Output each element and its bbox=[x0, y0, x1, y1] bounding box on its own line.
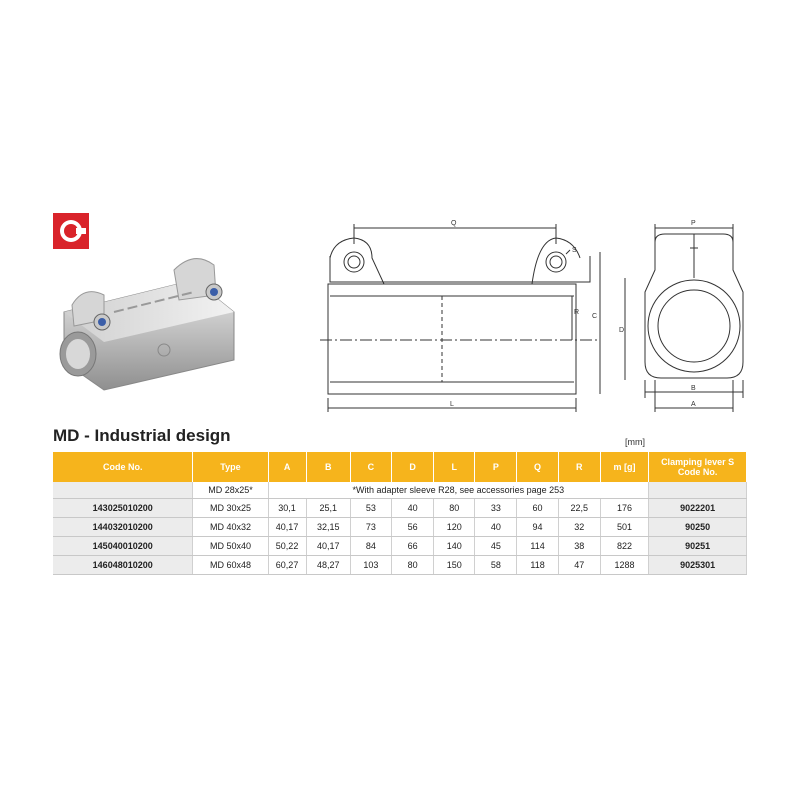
cell-l: 140 bbox=[434, 537, 475, 556]
cell-q: 114 bbox=[517, 537, 558, 556]
note-lever-cell bbox=[649, 482, 747, 499]
cell-d: 40 bbox=[391, 499, 433, 518]
cell-l: 80 bbox=[434, 499, 475, 518]
dim-b-label: B bbox=[691, 385, 696, 392]
cell-l: 150 bbox=[434, 556, 475, 575]
cell-type: MD 60x48 bbox=[193, 556, 268, 575]
header-c: C bbox=[350, 452, 391, 482]
header-r: R bbox=[558, 452, 600, 482]
cell-code: 146048010200 bbox=[53, 556, 193, 575]
cell-q: 60 bbox=[517, 499, 558, 518]
table-note-row bbox=[53, 482, 747, 499]
dim-q-label: Q bbox=[451, 220, 457, 227]
section-title: MD - Industrial design bbox=[53, 426, 231, 445]
cell-code: 145040010200 bbox=[53, 537, 193, 556]
header-code-no: Code No. bbox=[53, 452, 193, 482]
cell-q: 118 bbox=[517, 556, 558, 575]
header-d: D bbox=[391, 452, 433, 482]
spec-table bbox=[53, 452, 747, 575]
header-clamping-lever bbox=[649, 452, 747, 482]
cell-type: MD 40x32 bbox=[193, 518, 268, 537]
cell-p: 40 bbox=[475, 518, 517, 537]
cell-c: 73 bbox=[350, 518, 391, 537]
cell-a: 40,17 bbox=[268, 518, 306, 537]
end-view-drawing bbox=[615, 212, 765, 424]
cell-r: 32 bbox=[558, 518, 600, 537]
product-photo bbox=[44, 250, 242, 398]
dim-a-label: A bbox=[691, 401, 696, 408]
cell-a: 30,1 bbox=[268, 499, 306, 518]
header-mass: m [g] bbox=[600, 452, 648, 482]
header-lever-line2: Code No. bbox=[677, 467, 718, 477]
cell-code: 144032010200 bbox=[53, 518, 193, 537]
dim-r-label: R bbox=[574, 309, 580, 316]
side-view-drawing bbox=[310, 212, 610, 424]
cell-mass: 822 bbox=[600, 537, 648, 556]
cell-r: 38 bbox=[558, 537, 600, 556]
cell-c: 84 bbox=[350, 537, 391, 556]
cell-p: 58 bbox=[475, 556, 517, 575]
table-row bbox=[53, 518, 747, 537]
cell-d: 56 bbox=[391, 518, 433, 537]
cell-mass: 1288 bbox=[600, 556, 648, 575]
dim-p-label: P bbox=[691, 220, 696, 227]
header-lever-line1: Clamping lever S bbox=[661, 457, 735, 467]
cell-b: 32,15 bbox=[306, 518, 350, 537]
cell-type: MD 30x25 bbox=[193, 499, 268, 518]
cell-lever: 90251 bbox=[649, 537, 747, 556]
cell-p: 33 bbox=[475, 499, 517, 518]
cell-a: 60,27 bbox=[268, 556, 306, 575]
cell-q: 94 bbox=[517, 518, 558, 537]
cell-b: 48,27 bbox=[306, 556, 350, 575]
cell-lever: 90250 bbox=[649, 518, 747, 537]
cell-c: 103 bbox=[350, 556, 391, 575]
table-row bbox=[53, 499, 747, 518]
table-row bbox=[53, 556, 747, 575]
note-code-cell bbox=[53, 482, 193, 499]
cell-r: 47 bbox=[558, 556, 600, 575]
cell-b: 25,1 bbox=[306, 499, 350, 518]
note-type-cell: MD 28x25* bbox=[193, 482, 268, 499]
header-p: P bbox=[475, 452, 517, 482]
cell-type: MD 50x40 bbox=[193, 537, 268, 556]
cell-lever: 9025301 bbox=[649, 556, 747, 575]
unit-label: [mm] bbox=[625, 437, 645, 447]
cell-c: 53 bbox=[350, 499, 391, 518]
header-a: A bbox=[268, 452, 306, 482]
cell-p: 45 bbox=[475, 537, 517, 556]
cell-a: 50,22 bbox=[268, 537, 306, 556]
header-type: Type bbox=[193, 452, 268, 482]
cell-mass: 176 bbox=[600, 499, 648, 518]
cell-d: 66 bbox=[391, 537, 433, 556]
header-q: Q bbox=[517, 452, 558, 482]
note-text-cell: *With adapter sleeve R28, see accessories page 253 bbox=[268, 482, 649, 499]
cell-lever: 9022201 bbox=[649, 499, 747, 518]
clamp-type-icon bbox=[52, 212, 90, 250]
cell-mass: 501 bbox=[600, 518, 648, 537]
cell-r: 22,5 bbox=[558, 499, 600, 518]
header-b: B bbox=[306, 452, 350, 482]
table-header-row bbox=[53, 452, 747, 482]
header-l: L bbox=[434, 452, 475, 482]
cell-code: 143025010200 bbox=[53, 499, 193, 518]
dim-s-label: S bbox=[572, 247, 577, 254]
cell-b: 40,17 bbox=[306, 537, 350, 556]
dim-d-label: D bbox=[619, 327, 625, 334]
dim-c-label: C bbox=[592, 313, 598, 320]
cell-l: 120 bbox=[434, 518, 475, 537]
dim-l-label: L bbox=[450, 401, 454, 408]
table-row bbox=[53, 537, 747, 556]
cell-d: 80 bbox=[391, 556, 433, 575]
